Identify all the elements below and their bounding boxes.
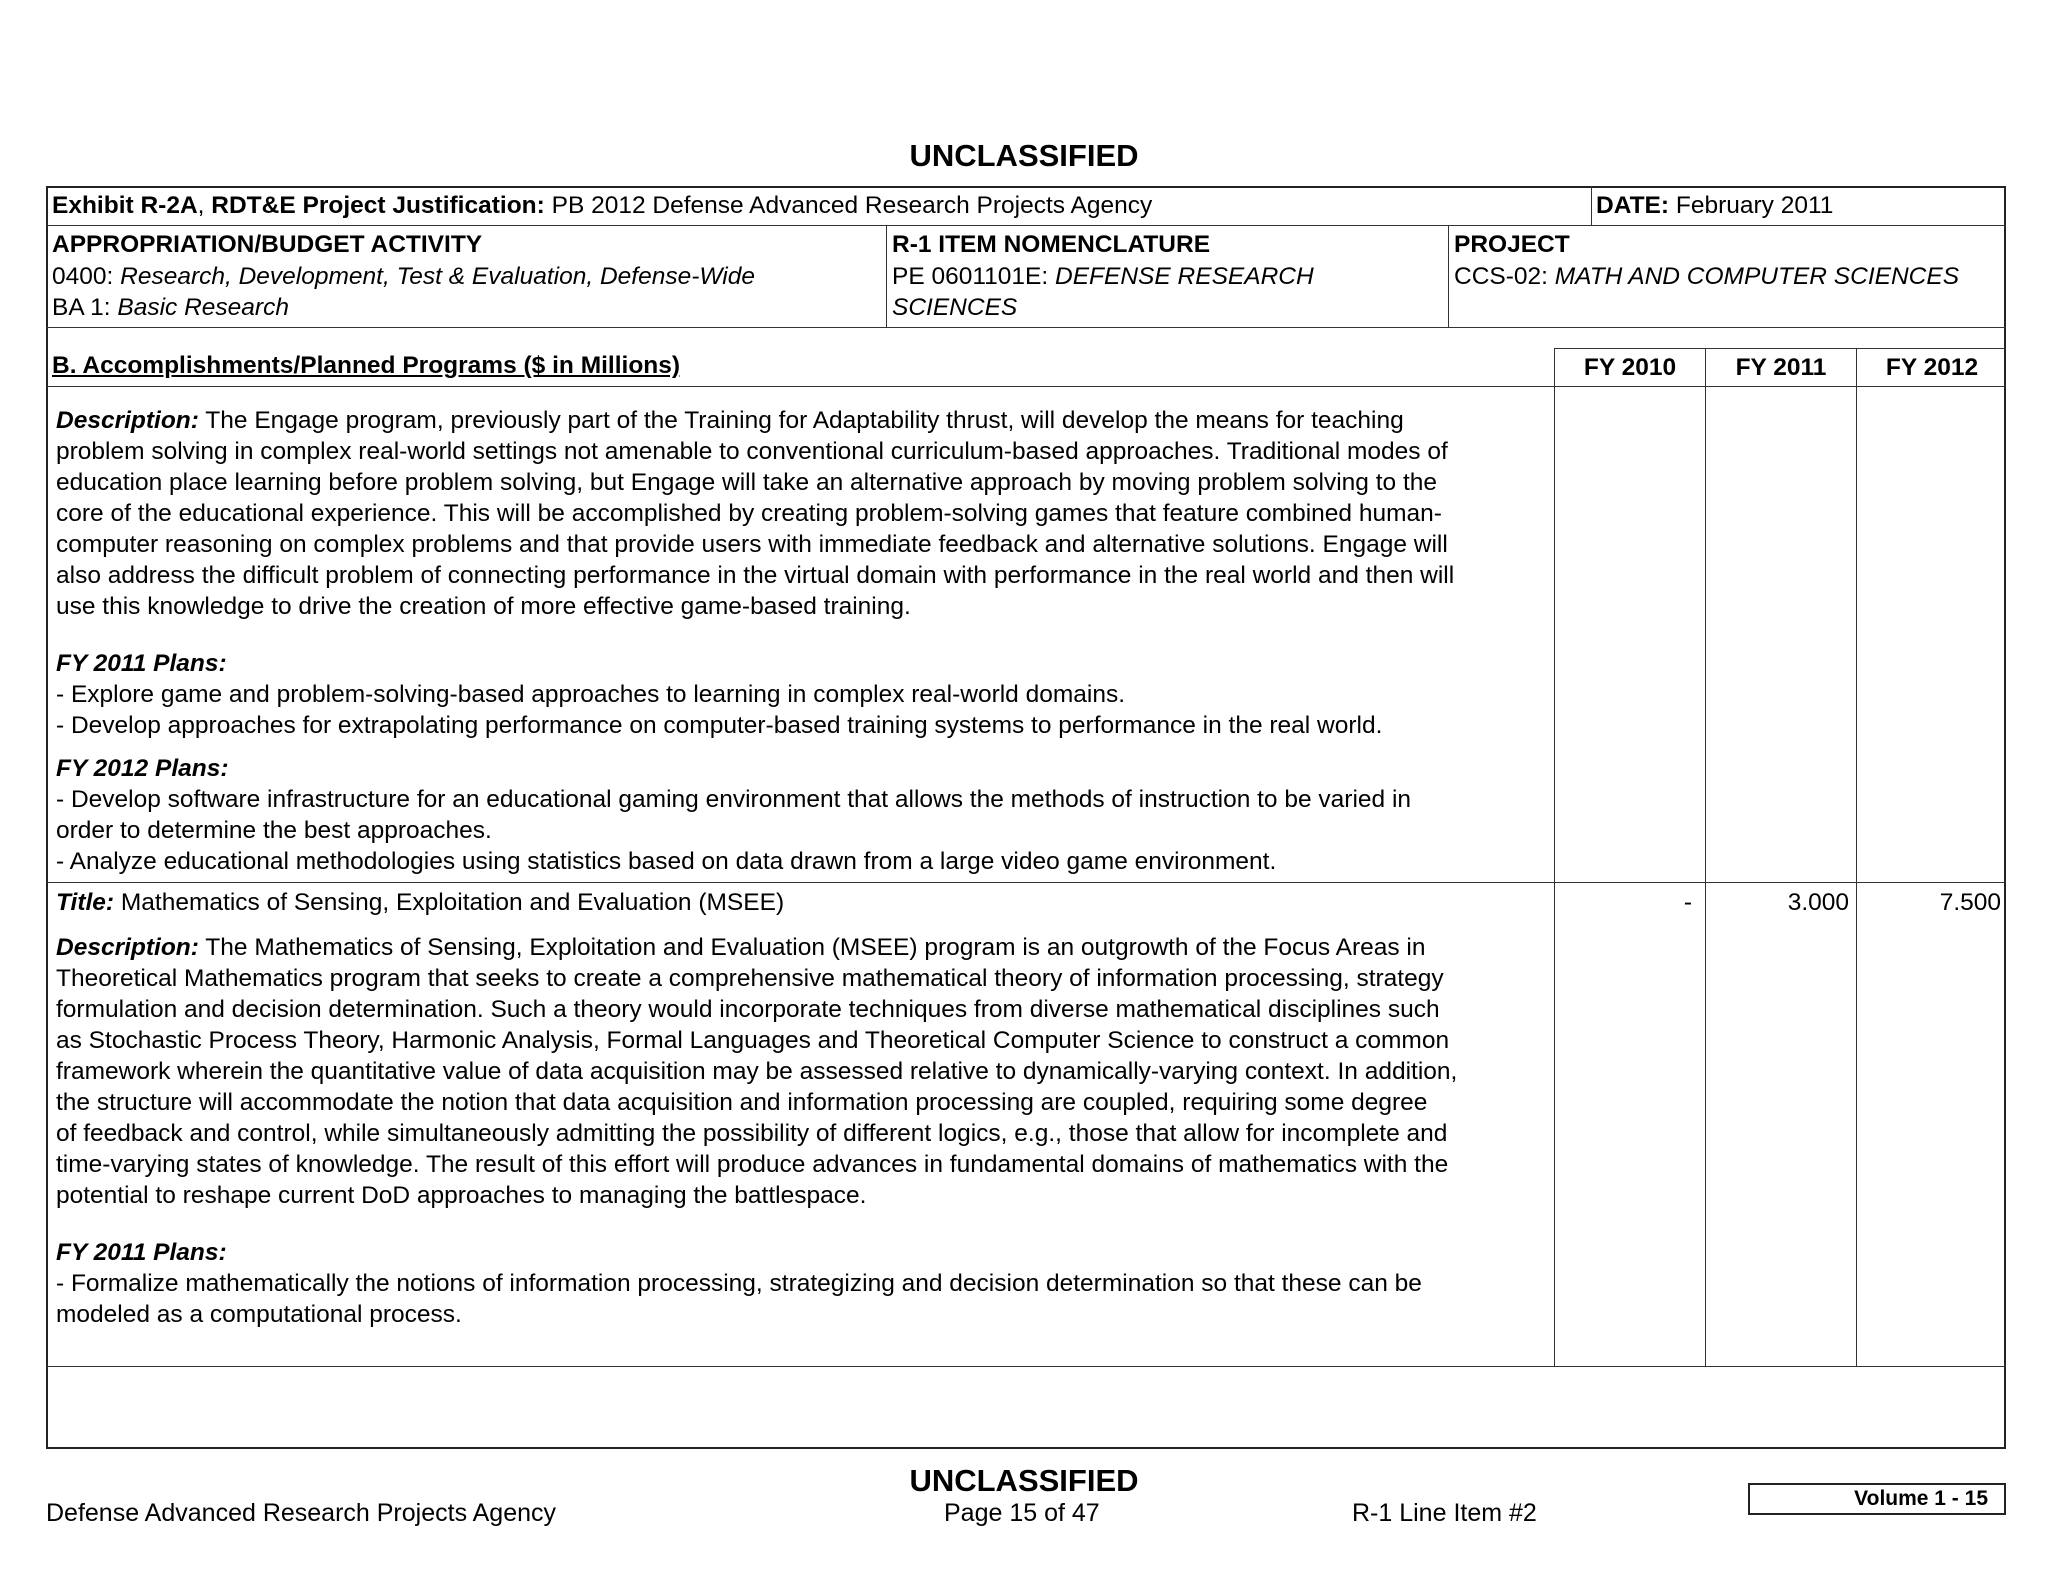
project-name: MATH AND COMPUTER SCIENCES (1554, 263, 1960, 290)
r1-label: R-1 ITEM NOMENCLATURE (892, 231, 1211, 258)
engage-desc-line-7: use this knowledge to drive the creation of more effective game-based training. (56, 593, 911, 620)
msee-desc-line-2: Theoretical Mathematics program that seeks to create a comprehensive mathematical theory of information processing, strategy (56, 965, 1444, 992)
engage-fy2012-item-1: - Develop software infrastructure for an educational gaming environment that allows the methods of instruction to be varied in (56, 786, 1412, 813)
msee-fy2012-value: 7.500 (1939, 889, 2001, 916)
exhibit-label: Exhibit R-2A (52, 192, 198, 219)
engage-fy2011-label: FY 2011 Plans: (56, 650, 227, 677)
rule-engage-end (46, 882, 2006, 883)
footer-page-number: Page 15 of 47 (944, 1499, 1100, 1527)
rule-fy2010-left (1554, 348, 1555, 1366)
msee-desc-line-9: potential to reshape current DoD approaches to managing the battlespace. (56, 1182, 867, 1209)
msee-fy2011-value: 3.000 (1787, 889, 1849, 916)
rule-section-head (46, 386, 2006, 387)
msee-desc-line-3: formulation and decision determination. Such a theory would incorporate techniques from diverse mathematical disciplines such (56, 996, 1440, 1023)
engage-fy2011-item-1: - Explore game and problem-solving-based approaches to learning in complex real-world domains. (56, 681, 1126, 708)
ba-name: Basic Research (117, 294, 289, 321)
r1-code: PE 0601101E: (892, 263, 1056, 290)
approp-line (52, 261, 755, 293)
rule-msee-end (46, 1366, 2006, 1367)
exhibit-sep: , (197, 192, 212, 219)
msee-desc-line-5: framework wherein the quantitative value of data acquisition may be assessed relative to dynamically-varying context. In addition, (56, 1058, 1458, 1085)
msee-desc-line-4: as Stochastic Process Theory, Harmonic Analysis, Formal Languages and Theoretical Computer Science to construct a common (56, 1027, 1450, 1054)
msee-desc-text-1: The Mathematics of Sensing, Exploitation and Evaluation (MSEE) program is an outgrowth of the Focus Areas in (198, 934, 1426, 961)
r1-name-line1: DEFENSE RESEARCH (1055, 263, 1314, 290)
msee-title-value: Mathematics of Sensing, Exploitation and Evaluation (MSEE) (114, 889, 785, 916)
engage-desc-line-1 (56, 405, 1404, 437)
msee-fy2011-label: FY 2011 Plans: (56, 1239, 227, 1266)
approp-label: APPROPRIATION/BUDGET ACTIVITY (52, 231, 483, 258)
date-line (1596, 190, 1833, 222)
fy2010-header: FY 2010 (1583, 354, 1677, 381)
rule-header-1 (46, 225, 2006, 226)
date-label: DATE: (1596, 192, 1670, 219)
msee-desc-line-7: of feedback and control, while simultaneously admitting the possibility of different logics, e.g., those that allow for incomplete and (56, 1120, 1448, 1147)
msee-title-label: Title: (56, 889, 115, 916)
rule-fy-top (1554, 348, 2006, 349)
footer-agency: Defense Advanced Research Projects Agency (46, 1499, 557, 1527)
msee-desc-line-6: the structure will accommodate the notion that data acquisition and information processing are coupled, requiring some degree (56, 1089, 1428, 1116)
rule-r1-divider (1448, 225, 1449, 327)
msee-title-line (56, 887, 784, 919)
fy2011-header: FY 2011 (1735, 354, 1827, 381)
exhibit-title-line (52, 190, 1152, 222)
engage-desc-line-6: also address the difficult problem of connecting performance in the virtual domain with performance in the real world and then will (56, 562, 1455, 589)
rule-approp-divider (886, 225, 887, 327)
fy2012-header: FY 2012 (1885, 354, 1979, 381)
engage-fy2012-item-2: - Analyze educational methodologies using statistics based on data drawn from a large video game environment. (56, 848, 1277, 875)
approp-code: 0400: (52, 263, 121, 290)
date-value: February 2011 (1669, 192, 1834, 219)
r1-name-line2: SCIENCES (892, 294, 1018, 321)
justification-label: RDT&E Project Justification: (211, 192, 545, 219)
engage-desc-text-1: The Engage program, previously part of the Training for Adaptability thrust, will develop the means for teaching (198, 407, 1404, 434)
r1-line (892, 261, 1314, 293)
engage-fy2011-item-2: - Develop approaches for extrapolating performance on computer-based training systems to performance in the real world. (56, 712, 1383, 739)
msee-desc-line-1 (56, 932, 1425, 964)
classification-bottom: UNCLASSIFIED (909, 1463, 1139, 1498)
project-line (1454, 261, 1959, 293)
footer-line-item: R-1 Line Item #2 (1352, 1499, 1537, 1527)
engage-desc-line-2: problem solving in complex real-world settings not amenable to conventional curriculum-based approaches. Traditional modes of (56, 438, 1448, 465)
msee-fy2011-item-1: - Formalize mathematically the notions of information processing, strategizing and decision determination so that these can be (56, 1270, 1422, 1297)
approp-name: Research, Development, Test & Evaluation, Defense-Wide (120, 263, 755, 290)
engage-fy2012-item-1-cont: order to determine the best approaches. (56, 817, 492, 844)
ba-code: BA 1: (52, 294, 118, 321)
section-title: B. Accomplishments/Planned Programs ($ in Millions) (52, 352, 681, 379)
engage-desc-line-4: core of the educational experience. This will be accomplished by creating problem-solving games that feature combined human- (56, 500, 1442, 527)
engage-desc-line-3: education place learning before problem solving, but Engage will take an alternative approach by moving problem solving to the (56, 469, 1438, 496)
justification-value: PB 2012 Defense Advanced Research Projects Agency (544, 192, 1153, 219)
rule-fy2012-left (1856, 348, 1857, 1366)
engage-desc-line-5: computer reasoning on complex problems and that provide users with immediate feedback and alternative solutions. Engage will (56, 531, 1448, 558)
project-code: CCS-02: (1454, 263, 1555, 290)
volume-box: Volume 1 - 15 (1748, 1483, 2006, 1515)
engage-desc-label: Description: (56, 407, 199, 434)
project-label: PROJECT (1454, 231, 1570, 258)
ba-line (52, 292, 289, 324)
engage-fy2012-label: FY 2012 Plans: (56, 755, 229, 782)
msee-fy2011-item-1-cont: modeled as a computational process. (56, 1301, 462, 1328)
msee-fy2010-value: - (1683, 889, 1692, 916)
msee-desc-line-8: time-varying states of knowledge. The result of this effort will produce advances in fundamental domains of mathematics with the (56, 1151, 1449, 1178)
rule-header-2 (46, 327, 2006, 328)
rule-fy2011-left (1705, 348, 1706, 1366)
classification-top: UNCLASSIFIED (909, 138, 1139, 173)
rule-date-divider (1591, 186, 1592, 225)
msee-desc-label: Description: (56, 934, 199, 961)
